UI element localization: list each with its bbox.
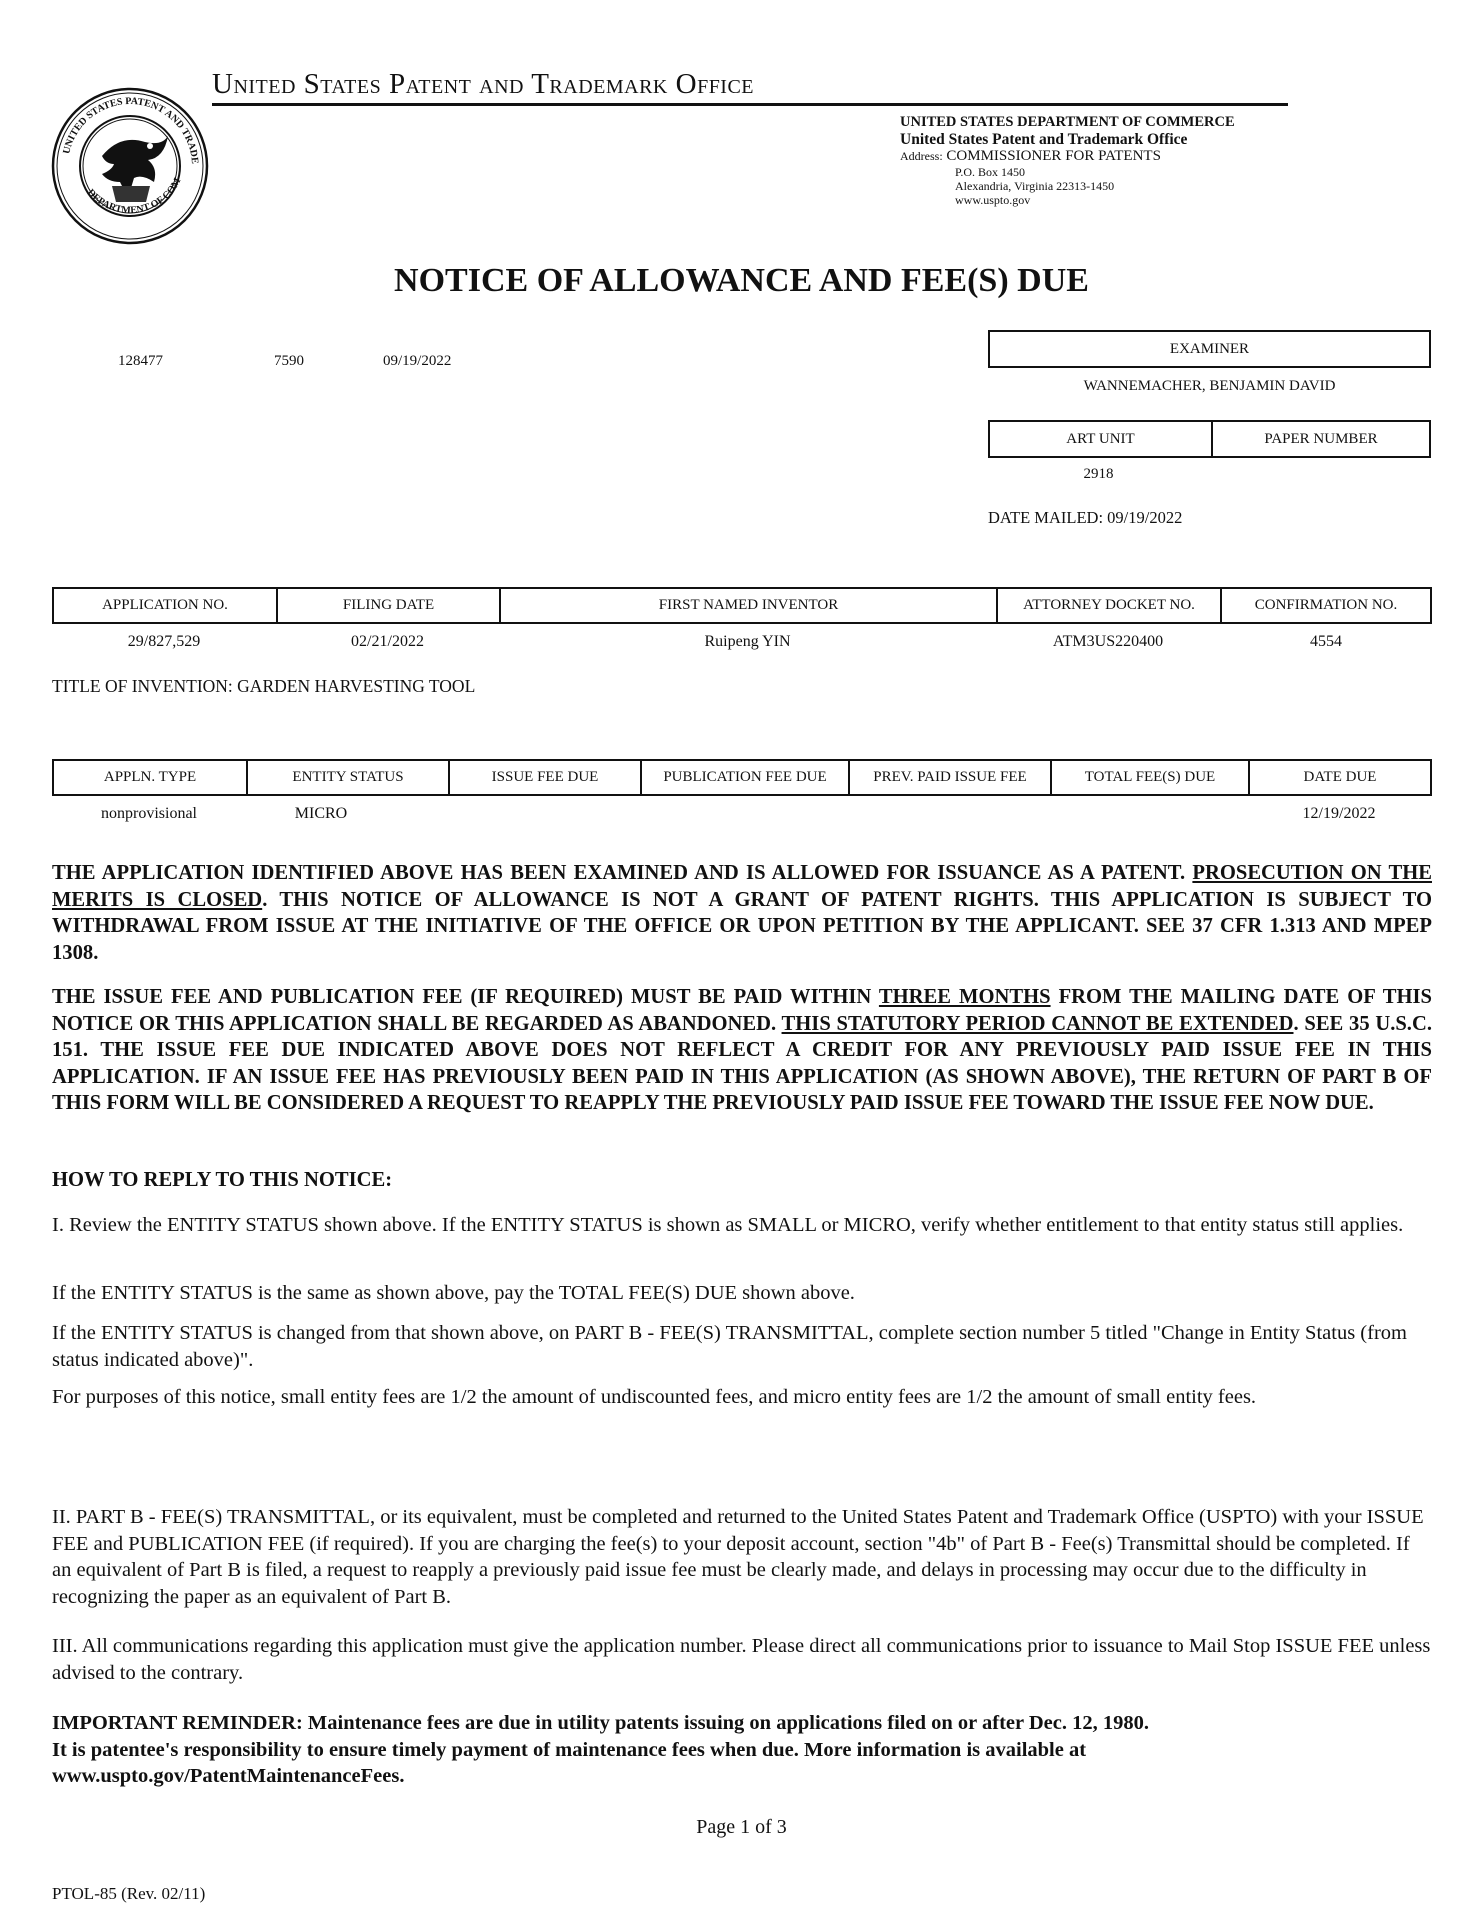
- svg-text:UNITED STATES PATENT AND TRADE: UNITED STATES PATENT AND TRADE: [61, 95, 201, 165]
- header-entity-status: ENTITY STATUS: [248, 761, 450, 794]
- art-unit-value: 2918: [1083, 466, 1114, 482]
- svg-text:DEPARTMENT OF COMMERCE: DEPARTMENT OF COM: [84, 176, 184, 217]
- page-number: Page 1 of 3: [696, 1816, 787, 1838]
- document-title: NOTICE OF ALLOWANCE AND FEE(S) DUE: [394, 262, 1089, 299]
- fee-table-header: [52, 759, 1432, 796]
- address-name: COMMISSIONER FOR PATENTS: [946, 148, 1161, 164]
- notice-text: . THIS NOTICE OF ALLOWANCE IS NOT A GRANT OF PATENT RIGHTS. THIS APPLICATION IS SUBJECT TO WITHDRAWAL FROM ISSUE AT THE INITIATIVE OF THE OFFICE OR UPON PETITION BY THE APPLICANT. SEE 37 CFR 1.313 AND MPEP 1308.: [52, 888, 1432, 964]
- examiner-header: [988, 330, 1431, 368]
- reminder-line: www.uspto.gov/PatentMaintenanceFees.: [52, 1765, 405, 1787]
- uspto-seal-icon: [50, 86, 210, 246]
- instruction-paragraph: III. All communications regarding this application must give the application number. Please direct all communications prior to issuance to Mail Stop ISSUE FEE unless advised to the contrary.: [52, 1635, 1431, 1684]
- prev-paid-issue-fee: [846, 805, 1048, 823]
- instruction-paragraph: II. PART B - FEE(S) TRANSMITTAL, or its equivalent, must be completed and returned to the United States Patent and Trademark Office (USPTO) with your ISSUE FEE and PUBLICATION FEE (if required). If you are charging the fee(s) to your deposit account, section "4b" of Part B - Fee(s) Transmittal should be completed. If an equivalent of Part B is filed, a request to reapply a previously paid issue fee must be clearly made, and delays in processing may occur due to the difficulty in recognizing the paper as an equivalent of Part B.: [52, 1506, 1424, 1608]
- appln-type: nonprovisional: [101, 805, 197, 822]
- address-label: Address:: [900, 149, 943, 163]
- header-appln-type: APPLN. TYPE: [54, 761, 248, 794]
- art-unit-paper-header: [988, 420, 1431, 458]
- office-title-text: United States Patent and Trademark Office: [212, 68, 755, 100]
- confirmation-no: 4554: [1310, 633, 1342, 650]
- department-address-block: [900, 114, 1235, 207]
- entity-status: MICRO: [294, 805, 348, 822]
- office-title: [212, 68, 754, 101]
- header-attorney-docket-no: ATTORNEY DOCKET NO.: [998, 589, 1222, 622]
- notice-text-underlined: THIS STATUTORY PERIOD CANNOT BE EXTENDED: [781, 1012, 1294, 1035]
- address-line: Alexandria, Virginia 22313-1450: [955, 179, 1115, 193]
- notice-allowance-paragraph: [52, 860, 1432, 966]
- header-publication-fee-due: PUBLICATION FEE DUE: [642, 761, 850, 794]
- header-total-fees-due: TOTAL FEE(S) DUE: [1052, 761, 1250, 794]
- customer-number: 128477: [118, 353, 163, 369]
- header-application-no: APPLICATION NO.: [54, 589, 278, 622]
- application-table-row: [52, 633, 1432, 651]
- reminder-line: IMPORTANT REMINDER: Maintenance fees are due in utility patents issuing on applications filed on or after Dec. 12, 1980.: [52, 1712, 1149, 1734]
- how-to-reply-heading: HOW TO REPLY TO THIS NOTICE:: [52, 1169, 393, 1191]
- dept-line-2: United States Patent and Trademark Office: [900, 131, 1188, 148]
- notice-text-underlined: THREE MONTHS: [878, 986, 1051, 1008]
- notice-text: FROM THE MAILING DATE OF THIS NOTICE OR THIS APPLICATION SHALL BE REGARDED AS ABANDONED.: [52, 986, 1432, 1035]
- notice-fee-paragraph: [52, 984, 1432, 1117]
- issue-fee-due: [396, 805, 638, 823]
- notice-text: THE APPLICATION IDENTIFIED ABOVE HAS BEEN EXAMINED AND IS ALLOWED FOR ISSUANCE AS A PATENT.: [52, 862, 1186, 884]
- reminder-line: It is patentee's responsibility to ensure timely payment of maintenance fees when due. More information is available at: [52, 1738, 1087, 1761]
- instruction-paragraph: If the ENTITY STATUS is changed from that shown above, on PART B - FEE(S) TRANSMITTAL, complete section number 5 titled "Change in Entity Status (from status indicated above)".: [52, 1322, 1407, 1371]
- address-line: www.uspto.gov: [955, 193, 1031, 207]
- first-named-inventor: Ruipeng YIN: [704, 633, 791, 650]
- instruction-paragraph: If the ENTITY STATUS is the same as shown above, pay the TOTAL FEE(S) DUE shown above.: [52, 1282, 855, 1304]
- art-unit-label: ART UNIT: [990, 422, 1213, 456]
- header-divider: [212, 103, 1288, 106]
- form-number: PTOL-85 (Rev. 02/11): [52, 1884, 206, 1903]
- instruction-paragraph: I. Review the ENTITY STATUS shown above. If the ENTITY STATUS is shown as SMALL or MICRO, verify whether entitlement to that entity status still applies.: [52, 1214, 1404, 1236]
- filing-date: 02/21/2022: [351, 633, 424, 650]
- application-no: 29/827,529: [127, 633, 201, 650]
- title-of-invention: TITLE OF INVENTION: GARDEN HARVESTING TOOL: [52, 676, 476, 696]
- address-line: P.O. Box 1450: [955, 165, 1026, 179]
- correspondence-date: 09/19/2022: [383, 353, 452, 369]
- important-reminder: [52, 1710, 1432, 1790]
- date-mailed: DATE MAILED: 09/19/2022: [988, 508, 1183, 527]
- header-filing-date: FILING DATE: [278, 589, 501, 622]
- fee-table-row: [52, 805, 1432, 823]
- instruction-paragraph: For purposes of this notice, small entity fees are 1/2 the amount of undiscounted fees, and micro entity fees are 1/2 the amount of small entity fees.: [52, 1386, 1257, 1408]
- total-fees-due: [1048, 805, 1246, 823]
- publication-fee-due: [638, 805, 846, 823]
- address-name-line: [900, 148, 1235, 165]
- paper-number-label: PAPER NUMBER: [1264, 430, 1378, 447]
- attorney-docket-no: ATM3US220400: [1052, 633, 1164, 650]
- header-prev-paid-issue-fee: PREV. PAID ISSUE FEE: [850, 761, 1052, 794]
- notice-text: . SEE 35 U.S.C. 151. THE ISSUE FEE DUE INDICATED ABOVE DOES NOT REFLECT A CREDIT FOR ANY PREVIOUSLY PAID ISSUE FEE IN THIS APPLICATION. IF AN ISSUE FEE HAS PREVIOUSLY BEEN PAID IN THIS APPLICATION (AS SHOWN ABOVE), THE RETURN OF PART B OF THIS FORM WILL BE CONSIDERED A REQUEST TO REAPPLY THE PREVIOUSLY PAID ISSUE FEE TOWARD THE ISSUE FEE NOW DUE.: [52, 1012, 1432, 1114]
- examiner-label: EXAMINER: [1169, 340, 1250, 357]
- notice-text-underlined: PROSECUTION ON THE MERITS IS CLOSED: [52, 862, 1432, 911]
- header-confirmation-no: CONFIRMATION NO.: [1254, 597, 1398, 613]
- application-table-header: [52, 587, 1432, 624]
- notice-text: THE ISSUE FEE AND PUBLICATION FEE (IF REQUIRED) MUST BE PAID WITHIN: [52, 986, 879, 1008]
- header-issue-fee-due: ISSUE FEE DUE: [450, 761, 642, 794]
- date-due: 12/19/2022: [1302, 805, 1376, 822]
- header-date-due: DATE DUE: [1303, 769, 1377, 785]
- header-first-named-inventor: FIRST NAMED INVENTOR: [501, 589, 998, 622]
- examiner-name: WANNEMACHER, BENJAMIN DAVID: [1083, 378, 1336, 394]
- dept-line-1: UNITED STATES DEPARTMENT OF COMMERCE: [900, 114, 1235, 130]
- correspondence-code: 7590: [274, 353, 304, 369]
